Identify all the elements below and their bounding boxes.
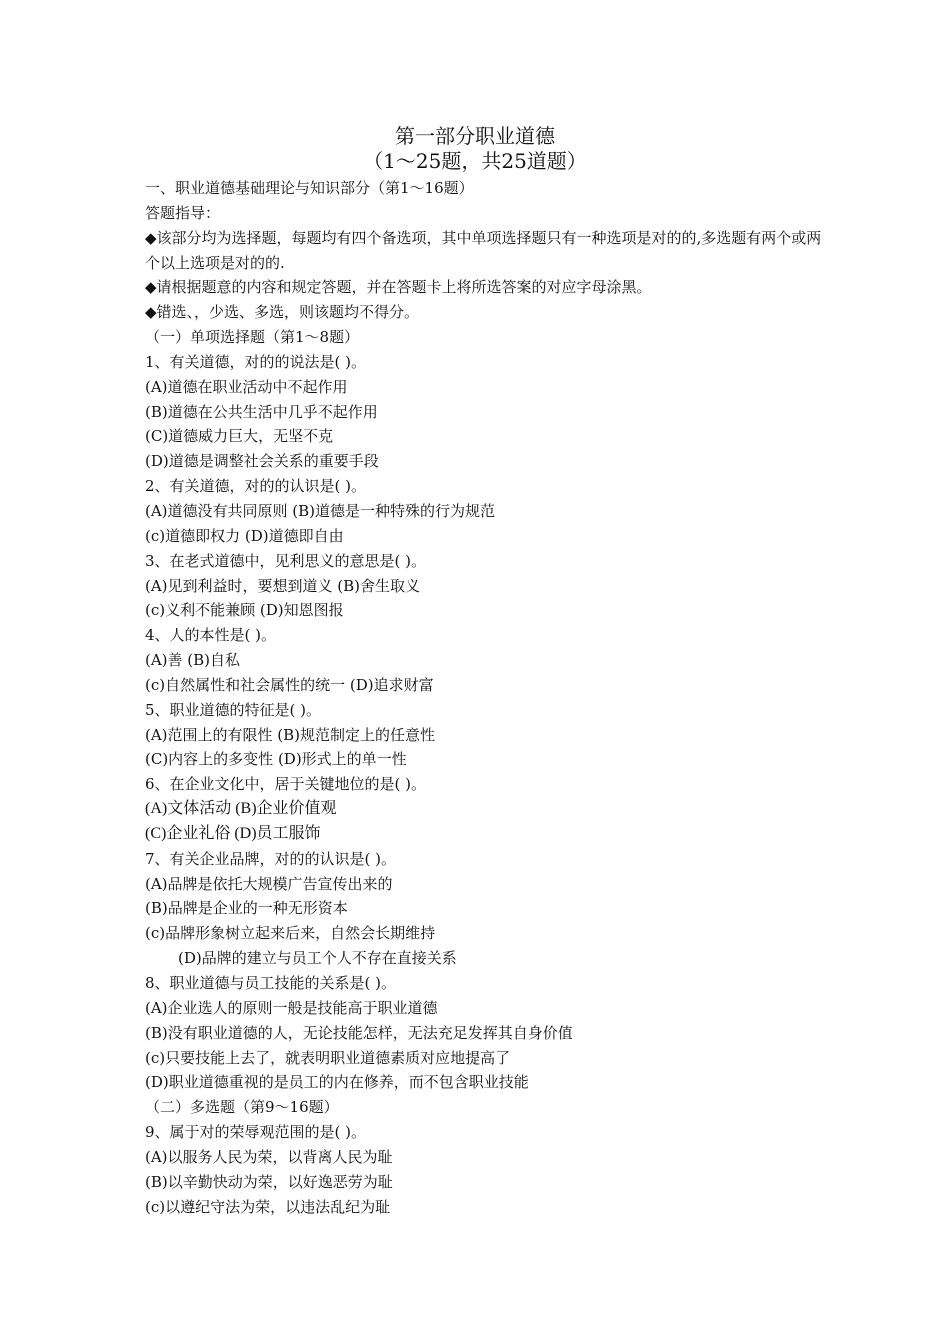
answer-option: (B)道德在公共生活中几乎不起作用 [145,402,378,421]
answer-option: (A)道德没有共同原则 (B)道德是一种特殊的行为规范 [145,501,496,520]
question: 9、属于对的荣辱观范围的是( )。 [145,1123,367,1142]
answer-option: (A)品牌是依托大规模广告宣传出来的 [145,874,393,893]
question: 2、有关道德，对的的认识是( )。 [145,477,367,496]
answer-option: (c)以遵纪守法为荣，以违法乱纪为耻 [145,1197,391,1216]
answer-option: (A)企业选人的原则一般是技能高于职业道德 [145,998,438,1017]
answer-option: (A)范围上的有限性 (B)规范制定上的任意性 [145,725,436,744]
document-subtitle: （1～25题，共25道题） [363,149,587,173]
answer-option: (D)品牌的建立与员工个人不存在直接关系 [178,949,457,968]
question: 1、有关道德，对的的说法是( )。 [145,352,367,371]
answer-option: (D)职业道德重视的是员工的内在修养，而不包含职业技能 [145,1073,529,1092]
guidance-item: ◆请根据题意的内容和规定答题，并在答题卡上将所选答案的对应字母涂黑。 [145,278,652,297]
answer-option: (C)道德威力巨大，无坚不克 [145,427,334,446]
document-title: 第一部分职业道德 [395,124,555,148]
question: 5、职业道德的特征是( )。 [145,700,322,719]
answer-option: (A)以服务人民为荣，以背离人民为耻 [145,1147,393,1166]
subsection-heading: （二）多选题（第9～16题） [145,1098,339,1117]
question: 6、在企业文化中，居于关键地位的是( )。 [145,775,427,794]
answer-option: (c)义利不能兼顾 (D)知恩图报 [145,601,344,620]
guidance-heading: 答题指导： [145,203,221,222]
answer-option: (A)道德在职业活动中不起作用 [145,377,348,396]
answer-option: (c)道德即权力 (D)道德即自由 [145,526,344,545]
answer-option: (c)自然属性和社会属性的统一 (D)追求财富 [145,675,434,694]
question: 7、有关企业品牌，对的的认识是( )。 [145,849,397,868]
answer-option: (A)见到利益时，要想到道义 (B)舍生取义 [145,576,421,595]
answer-option: (B)品牌是企业的一种无形资本 [145,899,348,918]
section-heading: 一、职业道德基础理论与知识部分（第1～16题） [145,179,474,197]
answer-option: (B)没有职业道德的人，无论技能怎样，无法充足发挥其自身价值 [145,1023,573,1042]
answer-option: (c)只要技能上去了，就表明职业道德素质对应地提高了 [145,1048,511,1067]
guidance-item: ◆错选、，少选、多选，则该题均不得分。 [145,303,420,322]
answer-option: (c)品牌形象树立起来后来，自然会长期维持 [145,924,436,943]
document-body [145,176,825,1219]
question: 4、人的本性是( )。 [145,626,277,645]
answer-option: (C)企业礼俗 (D)员工服饰 [145,824,321,842]
subsection-heading: （一）单项选择题（第1～8题） [145,328,360,347]
question: 3、在老式道德中，见利思义的意思是( )。 [145,551,427,570]
question: 8、职业道德与员工技能的关系是( )。 [145,974,397,992]
answer-option: (B)以辛勤快动为荣，以好逸恶劳为耻 [145,1172,393,1191]
answer-option: (C)内容上的多变性 (D)形式上的单一性 [145,750,407,769]
answer-option: (A)文体活动 (B)企业价值观 [145,800,337,818]
answer-option: (A)善 (B)自私 [145,651,241,670]
guidance-item: ◆该部分均为选择题，每题均有四个备选项，其中单项选择题只有一种选项是对的的,多选题有两个或两个以上选项是对的的. [145,228,822,272]
answer-option: (D)道德是调整社会关系的重要手段 [145,452,379,471]
